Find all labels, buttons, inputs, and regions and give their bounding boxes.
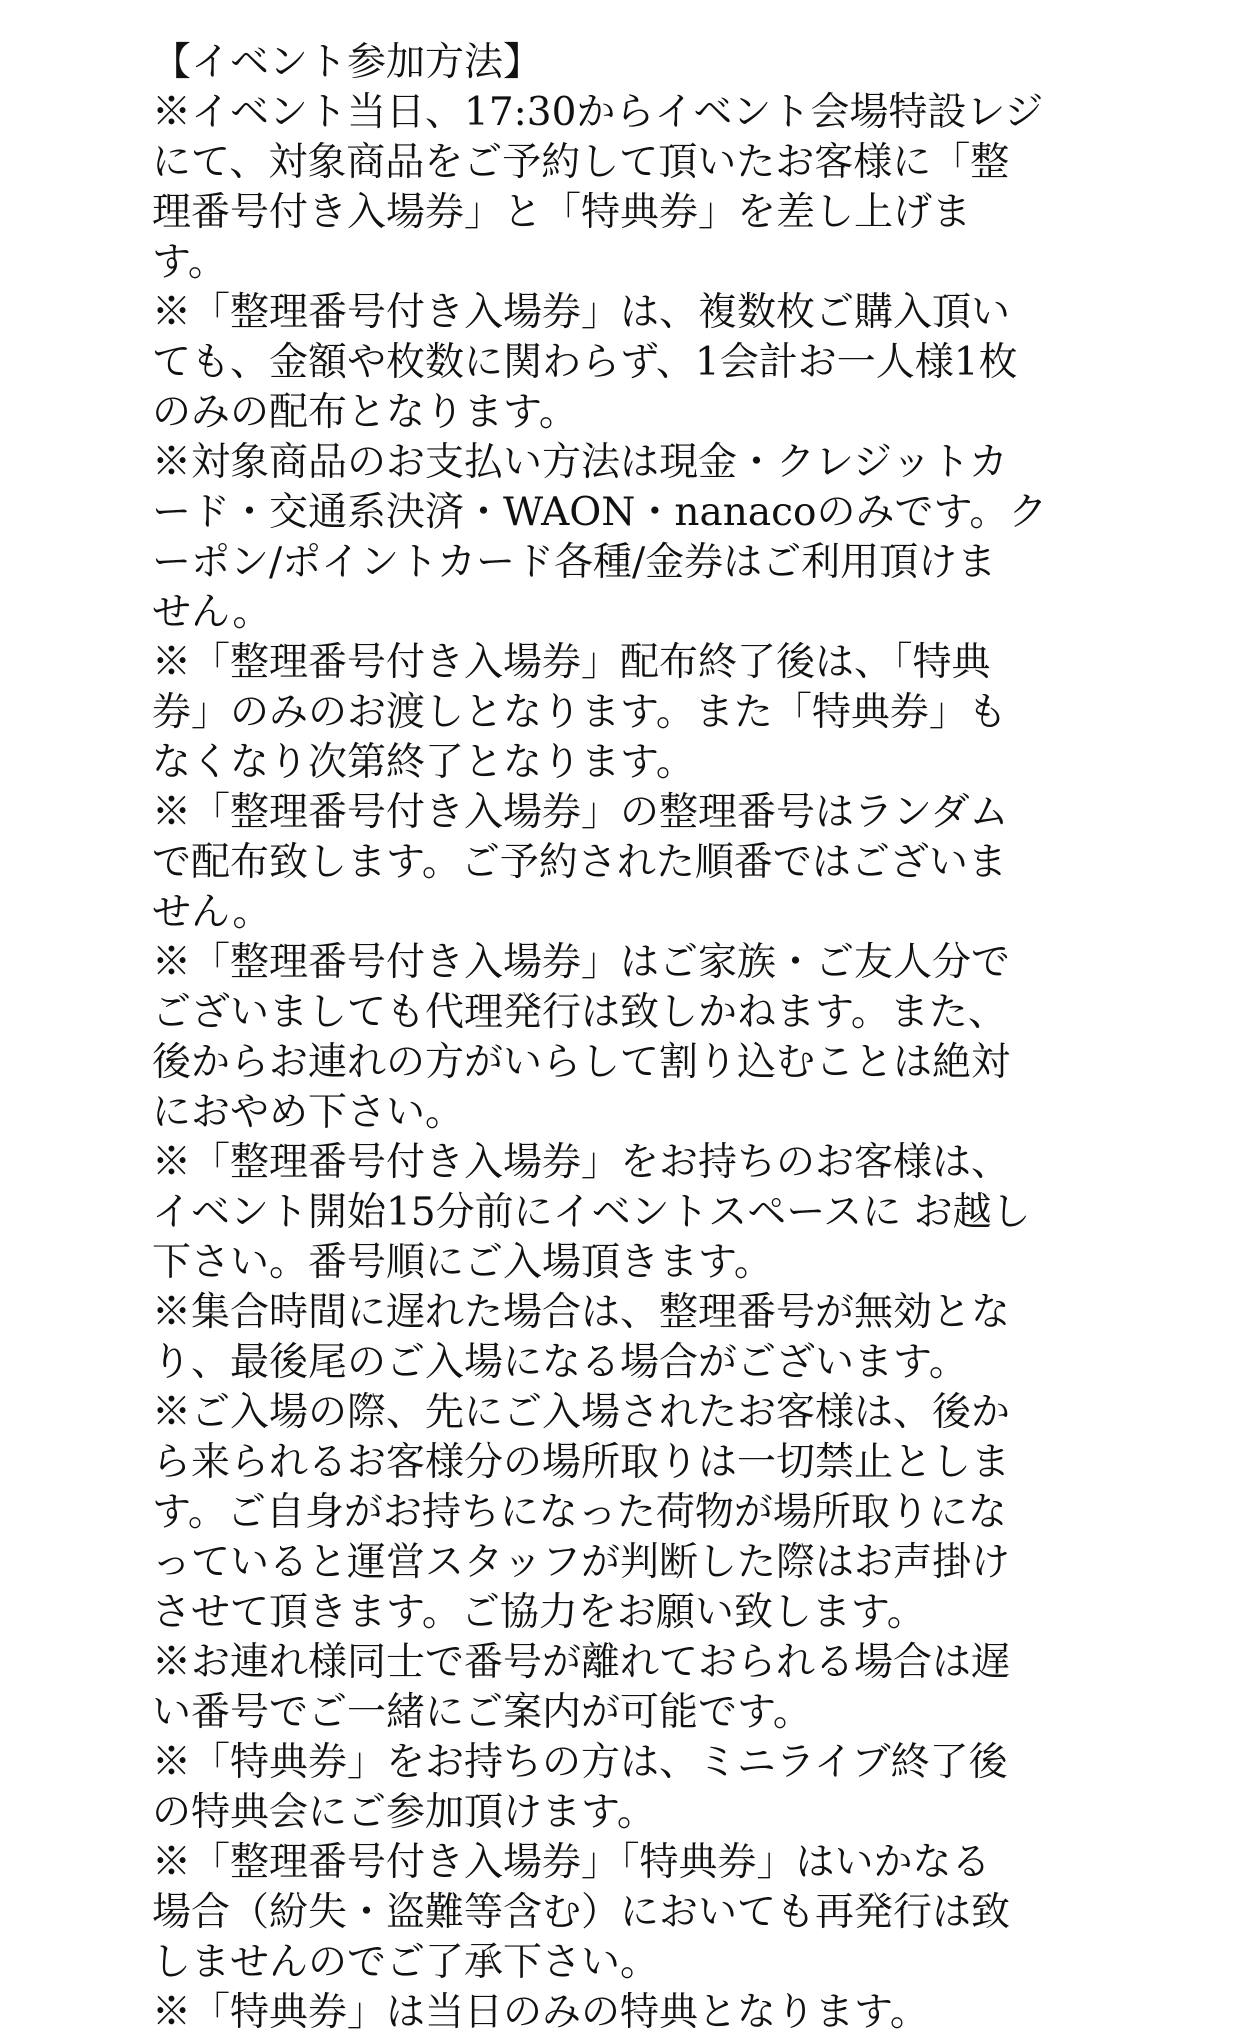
note-item [152,938,1152,1138]
note-item [152,788,1152,938]
note-line: ※「整理番号付き入場券」をお持ちのお客様は、 [152,1140,1011,1185]
note-item [152,1288,1152,1388]
note-line: 後からお連れの方がいらして割り込むことは絶対 [152,1040,1011,1085]
note-item [152,1738,1152,1838]
note-line: しませんのでご了承下さい。 [152,1940,660,1985]
note-line: 理番号付き入場券」と「特典券」を差し上げま [152,190,972,235]
note-item [152,1838,1152,1988]
note-item [152,1638,1152,1738]
note-line: ※「整理番号付き入場券」の整理番号はランダム [152,790,1009,835]
note-line: の特典会にご参加頂けます。 [152,1790,656,1835]
note-line: ※「整理番号付き入場券」はご家族・ご友人分で [152,940,1011,985]
note-item [152,288,1152,438]
note-item [152,438,1152,638]
note-item [152,1388,1152,1638]
note-line: 下さい。番号順にご入場頂きます。 [152,1240,773,1285]
note-line: させて頂きます。ご協力をお願い致します。 [152,1590,926,1635]
note-line: にて、対象商品をご予約して頂いたお客様に「整 [152,140,1010,185]
note-line: ※「特典券」は当日のみの特典となります。 [152,1990,929,2035]
note-line: のみの配布となります。 [152,390,578,435]
note-line: ※お連れ様同士で番号が離れておられる場合は遅 [152,1640,1011,1685]
event-participation-notice [152,38,1152,2038]
note-line: におやめ下さい。 [152,1090,465,1135]
note-line: 券」のみのお渡しとなります。また「特典券」も [152,690,1007,735]
note-line: ード・交通系決済・WAON・nanacoのみです。ク [152,490,1048,535]
note-line: す。 [152,240,227,285]
note-line: ても、金額や枚数に関わらず、1会計お一人様1枚 [152,340,1018,385]
note-line: なくなり次第終了となります。 [152,740,695,785]
note-line: ※「整理番号付き入場券」「特典券」はいかなる [152,1840,991,1885]
note-line: ※「整理番号付き入場券」配布終了後は、「特典 [152,640,991,685]
note-line: ーポン/ポイントカード各種/金券はご利用頂けま [152,540,997,585]
note-line: っていると運営スタッフが判断した際はお声掛け [152,1540,1011,1585]
note-line: イベント開始15分前にイベントスペースに お越し [152,1190,1031,1235]
note-line: す。ご自身がお持ちになった荷物が場所取りにな [152,1490,1007,1535]
note-line: せん。 [152,590,272,635]
note-item [152,638,1152,788]
note-line: ※集合時間に遅れた場合は、整理番号が無効とな [152,1290,1011,1335]
notice-title: 【イベント参加方法】 [152,40,543,85]
note-line: い番号でご一緒にご案内が可能です。 [152,1690,812,1735]
note-line: ※「特典券」をお持ちの方は、ミニライブ終了後 [152,1740,1008,1785]
note-line: ※ご入場の際、先にご入場されたお客様は、後か [152,1390,1011,1435]
note-line: ございましても代理発行は致しかねます。また、 [152,990,1007,1035]
note-line: ※イベント当日、17:30からイベント会場特設レジ [152,90,1044,135]
note-line: り、最後尾のご入場になる場合がございます。 [152,1340,968,1385]
note-line: せん。 [152,890,272,935]
note-item [152,1988,1152,2038]
note-line: ※「整理番号付き入場券」は、複数枚ご購入頂い [152,290,1011,335]
note-line: ※対象商品のお支払い方法は現金・クレジットカ [152,440,1008,485]
note-item [152,88,1152,288]
note-line: ら来られるお客様分の場所取りは一切禁止としま [152,1440,1011,1485]
note-line: で配布致します。ご予約された順番ではございま [152,840,1007,885]
note-line: 場合（紛失・盗難等含む）においても再発行は致 [152,1890,1011,1935]
note-item [152,1138,1152,1288]
